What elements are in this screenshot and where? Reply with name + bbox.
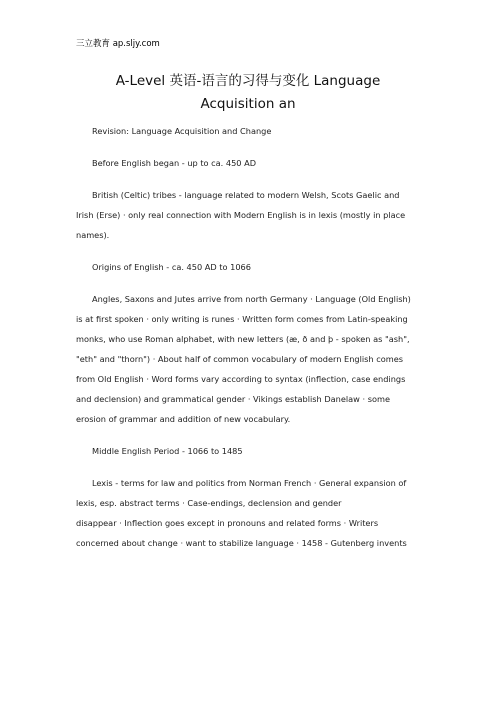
paragraph — [76, 441, 420, 461]
document-body — [76, 121, 420, 565]
text-line: and declension) and grammatical gender · Vikings establish Danelaw · some — [76, 394, 390, 404]
text-line: names). — [76, 230, 110, 240]
title-line: Acquisition an — [200, 96, 296, 112]
paragraph — [76, 473, 420, 553]
text-line: Angles, Saxons and Jutes arrive from north Germany · Language (Old English) — [92, 294, 411, 304]
text-line: Before English began - up to ca. 450 AD — [92, 158, 257, 168]
paragraph — [76, 121, 420, 141]
text-line: erosion of grammar and addition of new vocabulary. — [76, 414, 291, 424]
text-line: monks, who use Roman alphabet, with new letters (æ, ð and þ - spoken as "ash", — [76, 334, 410, 344]
title-line: A-Level 英语-语言的习得与变化 Language — [115, 73, 381, 89]
paragraph — [76, 153, 420, 173]
text-line: "eth" and "thorn") · About half of common vocabulary of modern English comes — [76, 354, 404, 364]
paragraph — [76, 289, 420, 429]
text-line: is at first spoken · only writing is runes · Written form comes from Latin-speaking — [76, 314, 408, 324]
text-line: disappear · Inflection goes except in pronouns and related forms · Writers — [76, 518, 379, 528]
text-line: Lexis - terms for law and politics from Norman French · General expansion of — [92, 478, 407, 488]
text-line: Revision: Language Acquisition and Change — [92, 126, 272, 136]
document-title — [60, 70, 436, 116]
text-line: Middle English Period - 1066 to 1485 — [92, 446, 243, 456]
text-line: lexis, esp. abstract terms · Case-endings, declension and gender — [76, 498, 342, 508]
paragraph — [76, 257, 420, 277]
text-line: concerned about change · want to stabilize language · 1458 - Gutenberg invents — [76, 538, 407, 548]
paragraph — [76, 185, 420, 245]
text-line: from Old English · Word forms vary according to syntax (inflection, case endings — [76, 374, 406, 384]
text-line: British (Celtic) tribes - language related to modern Welsh, Scots Gaelic and — [92, 190, 400, 200]
text-line: Origins of English - ca. 450 AD to 1066 — [92, 262, 251, 272]
site-header: 三立教育 ap.sljy.com — [76, 39, 160, 49]
text-line: Irish (Erse) · only real connection with Modern English is in lexis (mostly in place — [76, 210, 406, 220]
